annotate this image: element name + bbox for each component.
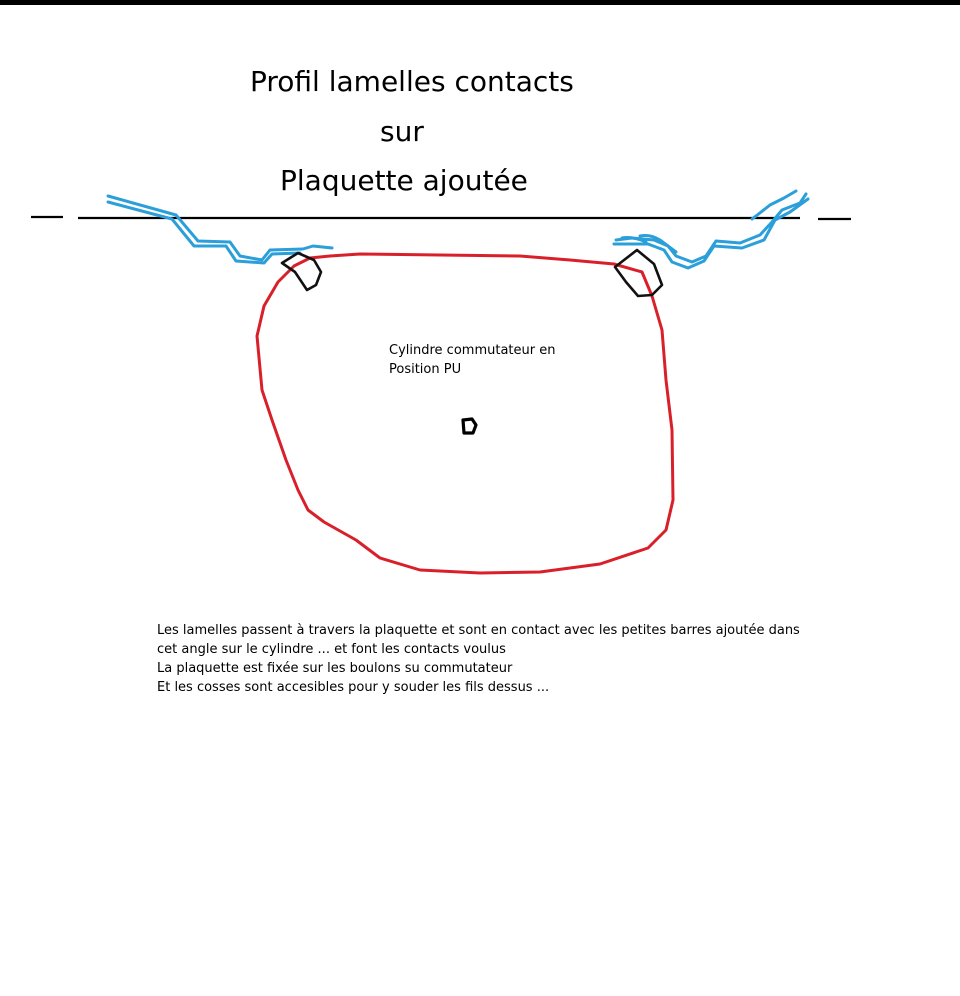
cylinder-outline	[257, 254, 673, 573]
notes-block	[157, 621, 800, 697]
top-frame-border	[0, 0, 960, 5]
plate-line	[31, 217, 851, 219]
cylinder-label-line-1: Cylindre commutateur en	[389, 343, 556, 358]
note-line-4: Et les cosses sont accesibles pour y souder les fils dessus ...	[157, 680, 550, 695]
cylinder-label-line-2: Position PU	[389, 362, 462, 377]
cylinder-label	[389, 341, 555, 379]
note-line-3: La plaquette est fixée sur les boulons su commutateur	[157, 661, 513, 676]
contact-bar-right	[615, 250, 662, 296]
note-line-2: cet angle sur le cylindre ... et font les contacts voulus	[157, 642, 506, 657]
cylinder-axis-mark	[463, 419, 476, 433]
title-line-2: sur	[380, 115, 424, 148]
title-line-3: Plaquette ajoutée	[280, 164, 528, 197]
title-line-1: Profil lamelles contacts	[250, 65, 574, 98]
note-line-1: Les lamelles passent à travers la plaquette et sont en contact avec les petites barres ajoutée dans	[157, 623, 800, 638]
